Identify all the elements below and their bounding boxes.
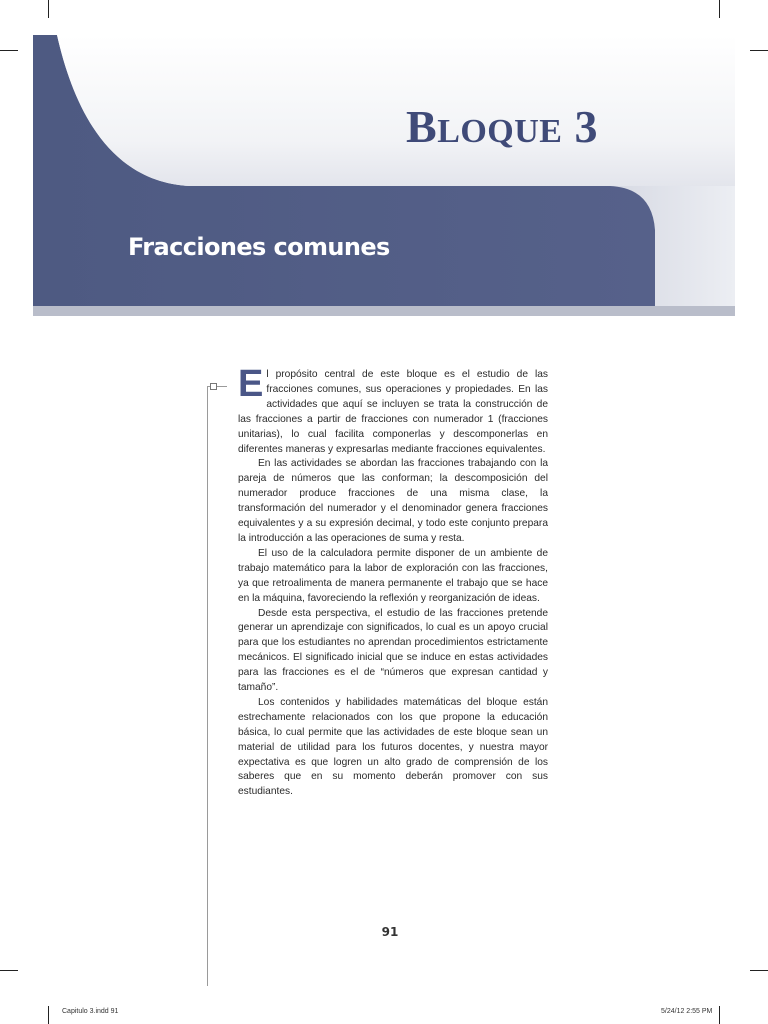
page-number: 91: [381, 925, 399, 939]
crop-mark: [750, 970, 768, 971]
paragraph: El uso de la calculadora permite disponer de un ambiente de trabajo matemático para la labor de exploración con las fracciones, ya que retroalimenta de manera permanente el trabajo que se hace en la máquina, favoreciendo la reflexión y reorganización de ideas.: [238, 547, 548, 604]
crop-mark: [719, 1006, 720, 1024]
block-title: BLOQUE 3: [406, 101, 598, 152]
chapter-title: Fracciones comunes: [128, 233, 390, 261]
margin-rule: [207, 386, 208, 986]
paragraph: Los contenidos y habilidades matemáticas del bloque están estrechamente relacionados con los que propone la educación básica, lo cual permite que las actividades de este bloque sean un material de utilidad para los futuros docentes, y nuestra mayor expectativa es que logren un alto grado de comprensión de los saberes que en su momento deberán promover con sus estudiantes.: [238, 696, 548, 798]
chapter-header-banner: [0, 0, 768, 330]
crop-mark: [48, 1006, 49, 1024]
intro-text: [238, 363, 548, 800]
paragraph: El propósito central de este bloque es el estudio de las fracciones comunes, sus operaciones y propiedades. En las actividades que aquí se incluyen se trata la construcción de las fracciones a partir de fracciones con numerador 1 (fracciones unitarias), lo cual facilita componerlas y descomponerlas en diferentes maneras y expresarlas mediante fracciones equivalentes.: [238, 363, 548, 455]
footer-date: 5/24/12 2:55 PM: [661, 1008, 713, 1015]
paragraph: En las actividades se abordan las fracciones trabajando con la pareja de números que las conforman; la descomposición del numerador produce fracciones de una misma clase, la transformación del numerador y el denominador genera fracciones equivalentes y a su expresión decimal, y todo este conjunto prepara la introducción a las operaciones de suma y resta.: [238, 458, 548, 544]
paragraph: Desde esta perspectiva, el estudio de las fracciones pretende generar un aprendizaje con significados, lo cual es un apoyo crucial para que los estudiantes no aprendan procedimientos estrictamente mecánicos. El significado inicial que se induce en estas actividades para las fracciones es el de “números que expresan cantidad y tamaño”.: [238, 607, 548, 694]
crop-mark: [0, 970, 18, 971]
dropcap-letter: E: [238, 363, 264, 405]
footer-file-info: Capitulo 3.indd 91: [62, 1008, 119, 1015]
margin-marker: [210, 383, 217, 390]
